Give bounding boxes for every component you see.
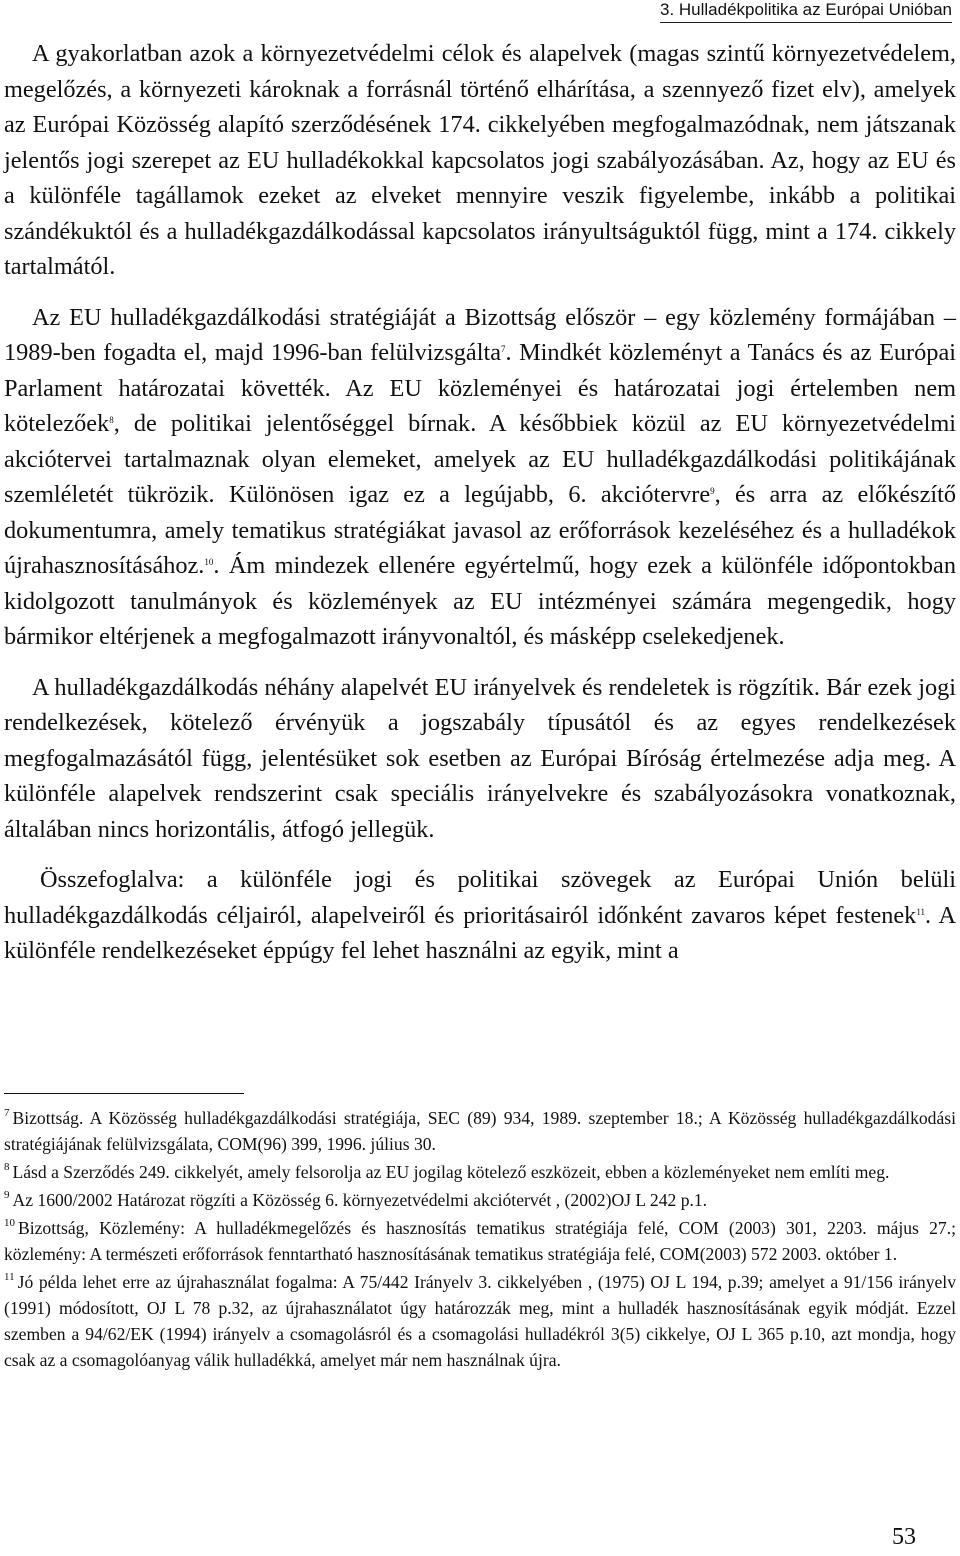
paragraph-1: A gyakorlatban azok a környezetvédelmi célok és alapelvek (magas szintű környezetvédelem, megelőzés, a környezeti károknak a forrásnál történő elhárítása, a szennyező fizet elv), amelyek az Európai Közösség alapító szerződésének 174. cikkelyében megfogalmazódnak, nem játszanak jelentős jogi szerepet az EU hulladékokkal kapcsolatos jogi szabályozásában. Az, hogy az EU és a különféle tagállamok ezeket az elveket mennyire veszik figyelembe, inkább a politikai szándékuktól és a hulladékgazdálkodással kapcsolatos irányultságuktól függ, mint a 174. cikkely tartalmától. <box>4 40 956 280</box>
running-header: 3. Hulladékpolitika az Európai Unióban <box>660 0 952 23</box>
page-number: 53 <box>892 1524 916 1550</box>
paragraph-2: Az EU hulladékgazdálkodási stratégiáját a Bizottság először – egy közlemény formájában – 1989-ben fogadta el, majd 1996-ban felülvizsgálta$^7$. Mindkét közleményt a Tanács és az Európai Parlament határozatai követték. Az EU közleményei és határozatai jogi értelemben nem kötelezőek$^8$, de politikai jelentőséggel bírnak. A későbbiek közül az EU környezetvédelmi akciótervei tartalmaznak olyan elemeket, amelyek az EU hulladékgazdálkodási politikájának szemléletét tükrözik. Különösen igaz ez a legújabb, 6. akciótervre$^9$, és arra az előkészítő dokumentumra, amely tematikus stratégiákat javasol az erőforrások kezeléséhez és a hulladékok újrahasznosításához.$^{10}$. Ám mindezek ellenére egyértelmű, hogy ezek a különféle időpontokban kidolgozott tanulmányok és közlemények az EU intézményei számára megengedik, hogy bármikor eltérjenek a megfogalmazott irányvonaltól, és másképp cselekedjenek. <box>4 303 956 650</box>
footnote-ref-10[interactable]: 10 <box>204 556 214 567</box>
footnote-separator <box>4 1093 244 1094</box>
paragraph-4: Összefoglalva: a különféle jogi és politikai szövegek az Európai Unión belüli hulladékgazdálkodás céljairól, alapelveiről és prioritásairól időnként zavaros képet festenek$^{11}$. A különféle rendelkezéseket éppúgy fel lehet használni az egyik, mint a <box>4 866 956 964</box>
footnote-9: $^9$ Az 1600/2002 Határozat rögzíti a Közösség 6. környezetvédelmi akciótervét , (2002)OJ L 242 p.1. <box>4 1188 708 1210</box>
footnote-7: $^7$ Bizottság. A Közösség hulladékgazdálkodási stratégiája, SEC (89) 934, 1989. szeptember 18.; A Közösség hulladékgazdálkodási stratégiájának felülvizsgálata, COM(96) 399, 1996. július 30. <box>4 1106 956 1154</box>
body-text <box>4 36 956 969</box>
footnote-8: $^8$ Lásd a Szerződés 249. cikkelyét, amely felsorolja az EU jogilag kötelező eszközeit, ebben a közleményeket nem említi meg. <box>4 1160 890 1182</box>
footnote-ref-9[interactable]: 9 <box>710 485 715 496</box>
paragraph-3: A hulladékgazdálkodás néhány alapelvét EU irányelvek és rendeletek is rögzítik. Bár ezek jogi rendelkezések, kötelező érvényük a jogszabály típusától és az egyes rendelkezések megfogalmazásától függ, jelentésüket sok esetben az Európai Bíróság értelmezése adja meg. A különféle alapelvek rendszerint csak speciális irányelvekre és szabályozásokra vonatkoznak, általában nincs horizontális, átfogó jellegük. <box>4 673 956 843</box>
footnote-ref-11[interactable]: 11 <box>916 906 925 917</box>
footnote-10: $^{10}$ Bizottság, Közlemény: A hulladékmegelőzés és hasznosítás tematikus stratégiája felé, COM (2003) 301, 2203. május 27.; közlemény: A természeti erőforrások fenntartható hasznosításának tematikus stratégiája felé, COM(2003) 572 2003. október 1. <box>4 1216 956 1264</box>
footnote-ref-8[interactable]: 8 <box>109 414 114 425</box>
footnote-11: $^{11}$ Jó példa lehet erre az újrahasználat fogalma: A 75/442 Irányelv 3. cikkelyében , (1975) OJ L 194, p.39; amelyet a 91/156 irányelv (1991) módosított, OJ L 78 p.32, az újrahasználatot úgy határozzák meg, mint a hulladék hasznosításának egyik módját. Ezzel szemben a 94/62/EK (1994) irányelv a csomagolásról és a csomagolási hulladékról 3(5) cikkelye, OJ L 365 p.10, azt mondja, hogy csak az a csomagolóanyag válik hulladékká, amelyet már nem használnak újra. <box>4 1270 956 1370</box>
footnotes <box>4 1105 956 1375</box>
footnote-ref-7[interactable]: 7 <box>501 343 506 354</box>
